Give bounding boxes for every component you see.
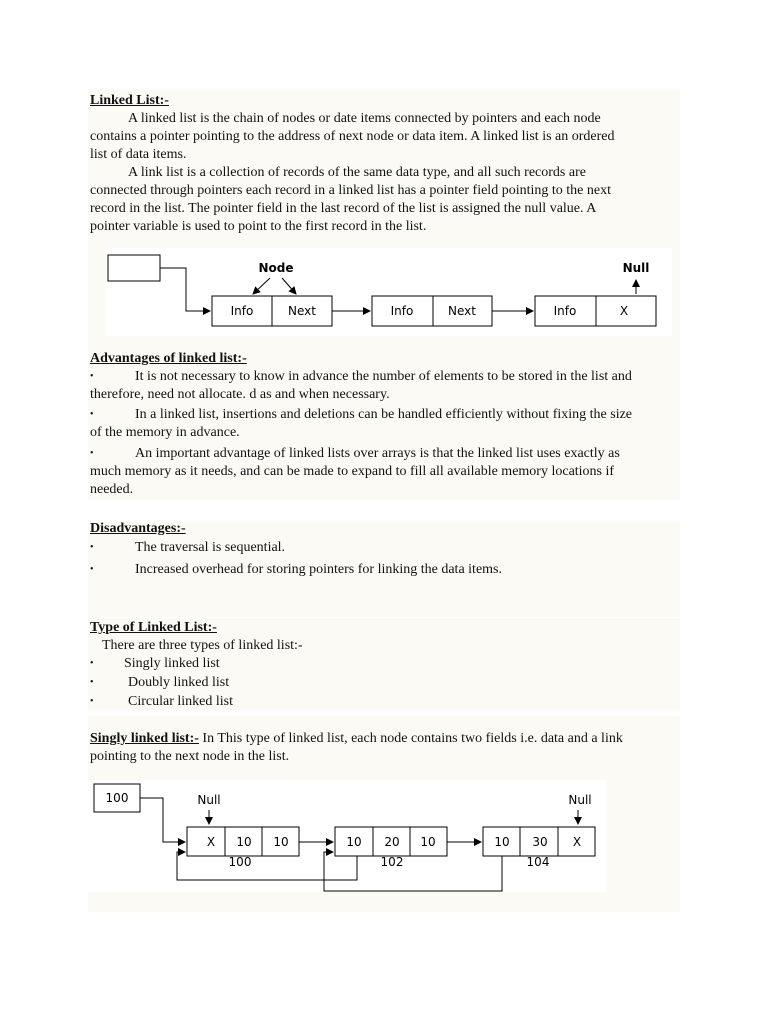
null-label-left: Null <box>197 793 221 807</box>
bullet-icon: • <box>90 677 94 688</box>
disadvantage-item: Increased overhead for storing pointers for linking the data items. <box>135 562 502 577</box>
node-field-text: 20 <box>384 835 400 849</box>
node-field-text: X <box>206 835 216 849</box>
diagram1-node <box>212 296 332 326</box>
advantage-item-line: In a linked list, insertions and deletions can be handled efficiently without fixing the size <box>135 407 633 422</box>
null-label-right: Null <box>568 793 592 807</box>
node-address-text: 102 <box>380 855 404 869</box>
node-field-text: 10 <box>494 835 510 849</box>
head-pointer-box <box>108 255 160 281</box>
null-label: Null <box>622 261 650 275</box>
paragraph-line: A link list is a collection of records of the same data type, and all such records are <box>128 165 586 180</box>
diagram1-node <box>535 296 656 326</box>
type-item: Doubly linked list <box>128 675 230 690</box>
node-address-text: 104 <box>526 855 550 869</box>
diagram1-node <box>372 296 492 326</box>
advantage-item-line: An important advantage of linked lists over arrays is that the linked list uses exactly as <box>135 446 620 461</box>
node-label: Node <box>258 261 294 275</box>
bullet-icon: • <box>90 448 94 459</box>
singly-heading: Singly linked list:- <box>90 731 199 746</box>
types-intro: There are three types of linked list:- <box>102 638 303 653</box>
node-field-text: 30 <box>532 835 548 849</box>
singly-line-2: pointing to the next node in the list. <box>90 749 290 764</box>
advantage-item-line: It is not necessary to know in advance the number of elements to be stored in the list and <box>135 369 632 384</box>
node-field-text: 10 <box>273 835 289 849</box>
node-next-text: Next <box>288 304 316 318</box>
singly-line-1 <box>90 731 623 747</box>
node-field-text: 10 <box>236 835 252 849</box>
bullet-icon: • <box>90 371 94 382</box>
linked-list-heading: Linked List:- <box>90 93 169 108</box>
paragraph-line: list of data items. <box>90 147 187 162</box>
advantage-item-line: needed. <box>90 482 134 497</box>
advantage-item-line: of the memory in advance. <box>90 425 240 440</box>
bullet-icon: • <box>90 409 94 420</box>
head-value-text: 100 <box>105 791 129 805</box>
types-heading: Type of Linked List:- <box>90 620 217 635</box>
node-field-text: X <box>572 835 582 849</box>
paragraph-line: A linked list is the chain of nodes or date items connected by pointers and each node <box>128 111 601 126</box>
type-item: Circular linked list <box>128 694 233 709</box>
advantage-item-line: therefore, need not allocate. d as and when necessary. <box>90 387 390 402</box>
node-info-text: Info <box>553 304 577 318</box>
bullet-icon: • <box>90 564 94 575</box>
node-field-text: 10 <box>420 835 436 849</box>
bullet-icon: • <box>90 696 94 707</box>
paragraph-line: record in the list. The pointer field in the last record of the list is assigned the null value. A <box>90 201 597 216</box>
node-info-text: Info <box>230 304 254 318</box>
advantages-heading: Advantages of linked list:- <box>90 351 247 366</box>
paragraph-line: connected through pointers each record in a linked list has a pointer field pointing to the next <box>90 183 611 198</box>
disadvantage-item: The traversal is sequential. <box>135 540 286 555</box>
node-null-text: X <box>619 304 629 318</box>
node-address-text: 100 <box>228 855 252 869</box>
type-item: Singly linked list <box>124 656 220 671</box>
paragraph-line: pointer variable is used to point to the first record in the list. <box>90 219 427 234</box>
bullet-icon: • <box>90 658 94 669</box>
advantage-item-line: much memory as it needs, and can be made to expand to fill all available memory locations if <box>90 464 615 479</box>
disadvantages-heading: Disadvantages:- <box>90 521 186 536</box>
node-field-text: 10 <box>346 835 362 849</box>
node-next-text: Next <box>448 304 476 318</box>
node-info-text: Info <box>390 304 414 318</box>
bullet-icon: • <box>90 542 94 553</box>
paragraph-line: contains a pointer pointing to the address of next node or data item. A linked list is an ordered <box>90 129 615 144</box>
singly-text: In This type of linked list, each node contains two fields i.e. data and a link <box>198 731 623 746</box>
